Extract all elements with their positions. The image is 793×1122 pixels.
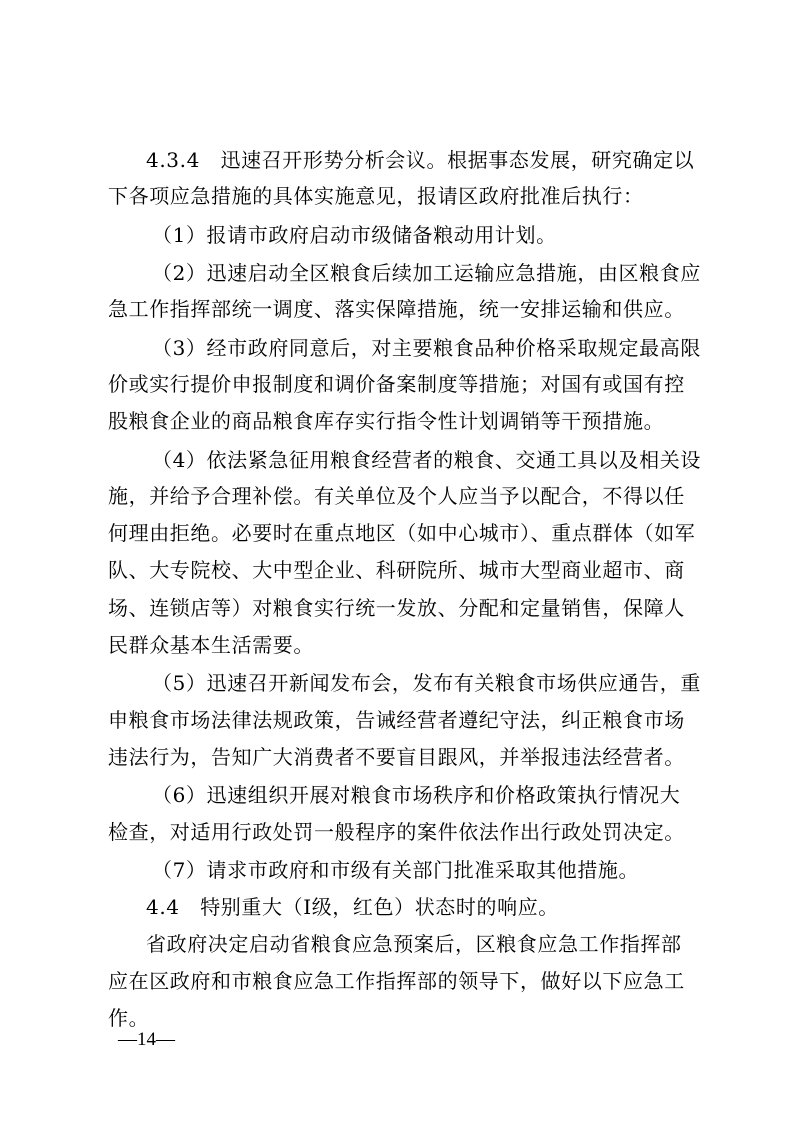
item-4-line-2: 施，并给予合理补偿。有关单位及个人应当予以配合，不得以任 xyxy=(108,484,685,508)
item-1-line-1: （1）报请市政府启动市级储备粮动用计划。 xyxy=(152,223,557,247)
item-6-line-2: 检查，对适用行政处罚一般程序的案件依法作出行政处罚决定。 xyxy=(108,820,685,844)
item-5-line-2: 申粮食市场法律法规政策，告诫经营者遵纪守法，纠正粮食市场 xyxy=(108,708,685,732)
item-4-line-6: 民群众基本生活需要。 xyxy=(108,633,314,657)
item-7-line-1: （7）请求市政府和市级有关部门批准采取其他措施。 xyxy=(152,858,640,882)
item-2-line-1: （2）迅速启动全区粮食后续加工运输应急措施，由区粮食应 xyxy=(152,261,701,285)
item-5-line-3: 违法行为，告知广大消费者不要盲目跟风，并举报违法经营者。 xyxy=(108,745,685,769)
item-5-line-1: （5）迅速召开新闻发布会，发布有关粮食市场供应通告，重 xyxy=(152,671,701,695)
item-4-line-3: 何理由拒绝。必要时在重点地区（如中心城市）、重点群体（如军 xyxy=(108,521,696,545)
item-3-line-2: 价或实行提价申报制度和调价备案制度等措施；对国有或国有控 xyxy=(108,372,685,396)
page-number: —14— xyxy=(118,1029,175,1050)
item-3-line-3: 股粮食企业的商品粮食库存实行指令性计划调销等干预措施。 xyxy=(108,409,665,433)
item-4-line-4: 队、大专院校、大中型企业、科研院所、城市大型商业超市、商 xyxy=(108,558,685,582)
section-4-4-heading: 4.4 特别重大（Ⅰ级，红色）状态时的响应。 xyxy=(146,895,559,919)
item-4-line-5: 场、连锁店等）对粮食实行统一发放、分配和定量销售，保障人 xyxy=(108,596,685,620)
section-4-4-line-1: 省政府决定启动省粮食应急预案后，区粮食应急工作指挥部 xyxy=(146,932,682,956)
item-2-line-2: 急工作指挥部统一调度、落实保障措施，统一安排运输和供应。 xyxy=(108,297,685,321)
section-4-4-line-2: 应在区政府和市粮食应急工作指挥部的领导下，做好以下应急工 xyxy=(108,969,685,993)
item-6-line-1: （6）迅速组织开展对粮食市场秩序和价格政策执行情况大 xyxy=(152,783,681,807)
item-3-line-1: （3）经市政府同意后，对主要粮食品种价格采取规定最高限 xyxy=(152,336,701,360)
section-4-3-4-line-2: 下各项应急措施的具体实施意见，报请区政府批准后执行： xyxy=(108,184,644,208)
section-4-4-line-3: 作。 xyxy=(108,1006,150,1030)
section-4-3-4-line-1: 4.3.4 迅速召开形势分析会议。根据事态发展，研究确定以 xyxy=(146,148,695,172)
item-4-line-1: （4）依法紧急征用粮食经营者的粮食、交通工具以及相关设 xyxy=(152,448,701,472)
